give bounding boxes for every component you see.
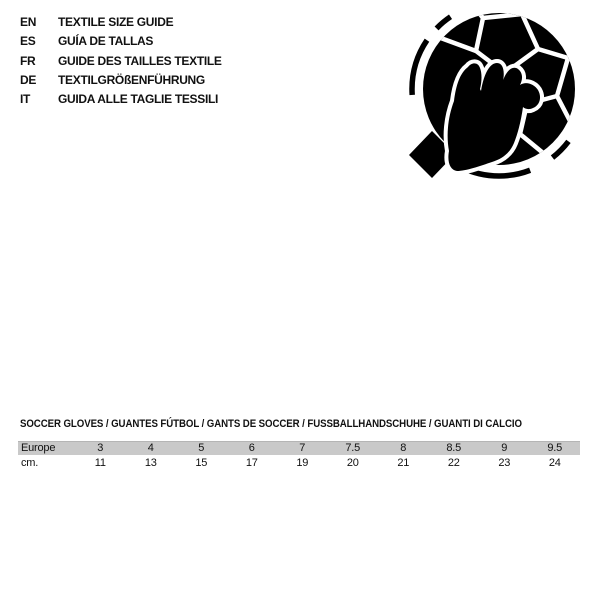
lang-code: DE (20, 72, 37, 87)
size-table (18, 441, 580, 470)
lang-row-es (20, 32, 222, 51)
lang-row-de (20, 71, 222, 90)
lang-label: GUIDA ALLE TAGLIE TESSILI (58, 92, 219, 107)
row-label-cm: cm. (21, 457, 39, 469)
lang-label: GUÍA DE TALLAS (58, 34, 154, 49)
cm-size-cell: 13 (144, 457, 157, 469)
size-table-title: SOCCER GLOVES / GUANTES FÚTBOL / GANTS DE SOCCER / FUSSBALLHANDSCHUHE / GUANTI DI CALCIO (20, 418, 522, 430)
cm-size-cell: 24 (548, 457, 561, 469)
lang-label: GUIDE DES TAILLES TEXTILE (58, 53, 222, 68)
lang-code: FR (20, 53, 36, 68)
europe-size-cell: 8.5 (446, 442, 462, 454)
lang-label: TEXTILGRÖßENFÜHRUNG (58, 72, 205, 87)
lang-row-fr (20, 52, 222, 71)
europe-size-cell: 5 (198, 442, 205, 454)
cm-size-cell: 23 (498, 457, 511, 469)
europe-size-cell: 6 (248, 442, 255, 454)
glove-soccer-ball-icon (408, 1, 590, 187)
europe-size-cell: 8 (400, 442, 407, 454)
row-label-europe: Europe (21, 442, 56, 454)
language-title-list (20, 13, 222, 109)
lang-code: EN (20, 15, 37, 29)
europe-size-cell: 7 (299, 442, 306, 454)
lang-row-en (20, 13, 222, 32)
lang-code: ES (20, 34, 36, 49)
table-row-cm (18, 455, 580, 470)
glove-soccer-ball-svg (408, 1, 590, 187)
europe-size-cell: 9.5 (547, 442, 563, 454)
cm-size-cell: 20 (346, 457, 359, 469)
europe-size-cell: 4 (147, 442, 154, 454)
cm-size-cell: 15 (195, 457, 208, 469)
cm-size-cell: 11 (94, 457, 106, 469)
table-row-europe (18, 441, 580, 455)
cm-size-cell: 19 (296, 457, 309, 469)
cm-size-cell: 22 (447, 457, 460, 469)
cm-size-cell: 21 (397, 457, 410, 469)
europe-size-cell: 7.5 (345, 442, 361, 454)
lang-label: TEXTILE SIZE GUIDE (58, 15, 174, 29)
europe-size-cell: 9 (501, 442, 508, 454)
lang-code: IT (20, 92, 31, 107)
lang-row-it (20, 90, 222, 109)
europe-size-cell: 3 (97, 442, 104, 454)
cm-size-cell: 17 (245, 457, 258, 469)
